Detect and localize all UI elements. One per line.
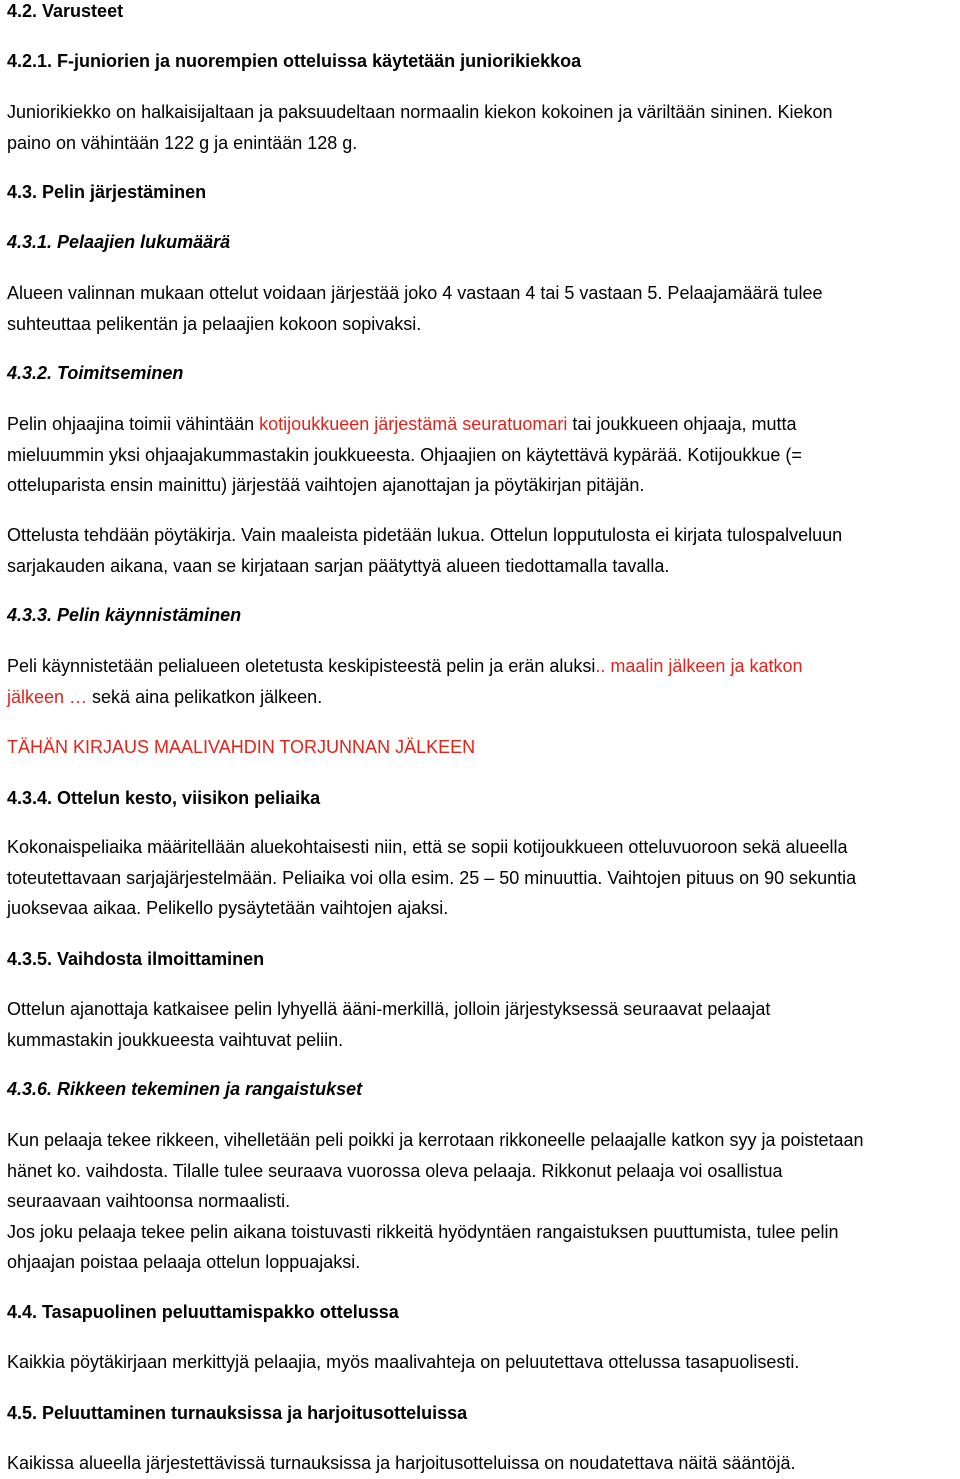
text-line: Ottelun ajanottaja katkaisee pelin lyhyellä ääni-merkillä, jolloin järjestyksessä seuraavat pelaajat [7,999,771,1019]
text-line: hänet ko. vaihdosta. Tilalle tulee seuraava vuorossa oleva pelaaja. Rikkonut pelaaja voi osallistua [7,1160,783,1181]
paragraph-4-3-1 [7,278,823,339]
text-line: Kokonaispeliaika määritellään aluekohtaisesti niin, että se sopii kotijoukkueen otteluvuoroon sekä alueella [7,837,848,857]
text-line [7,409,802,440]
editor-note-text: TÄHÄN KIRJAUS MAALIVAHDIN TORJUNNAN JÄLKEEN [7,737,476,757]
text-line: mieluummin yksi ohjaajakummastakin joukkueesta. Ohjaajien on käytettävä kypärää. Kotijoukkue (= [7,444,802,465]
heading-4-2: 4.2. Varusteet [7,1,124,21]
paragraph-4-3-6 [7,1125,864,1278]
text-line: Ottelusta tehdään pöytäkirja. Vain maaleista pidetään lukua. Ottelun lopputulosta ei kirjata tulospalveluun [7,525,843,545]
text-line: otteluparista ensin mainittu) järjestää vaihtojen ajanottajan ja pöytäkirjan pitäjän. [7,475,645,495]
highlighted-text: kotijoukkueen järjestämä seuratuomari [259,414,568,434]
text-line: seuraavaan vaihtoonsa normaalisti. [7,1191,291,1211]
paragraph-4-2-1 [7,97,833,158]
paragraph-4-5 [7,1448,795,1479]
text-line: Juniorikiekko on halkaisijaltaan ja paksuudeltaan normaalin kiekon kokoinen ja väriltään sininen. Kiekon [7,102,833,122]
paragraph-4-3-2-a [7,409,802,501]
paragraph-4-3-2-b [7,520,842,581]
paragraph-4-3-3 [7,651,803,712]
paragraph-4-3-5 [7,994,770,1055]
text-line: toteutettavaan sarjajärjestelmään. Peliaika voi olla esim. 25 – 50 minuuttia. Vaihtojen pituus on 90 sekuntia [7,867,857,888]
text-line: kummastakin joukkueesta vaihtuvat peliin. [7,1029,344,1050]
heading-4-5: 4.5. Peluuttaminen turnauksissa ja harjoitusotteluissa [7,1403,468,1423]
text-run: sekä aina pelikatkon jälkeen. [92,686,323,707]
highlighted-text: .. maalin jälkeen ja katkon [595,656,803,676]
text-line: sarjakauden aikana, vaan se kirjataan sarjan päätyttyä alueen tiedottamalla tavalla. [7,555,670,576]
text-run: Peli käynnistetään pelialueen oletetusta keskipisteestä pelin ja erän aluksi [7,656,596,676]
heading-4-3-5: 4.3.5. Vaihdosta ilmoittaminen [7,949,265,969]
text-line: Alueen valinnan mukaan ottelut voidaan järjestää joko 4 vastaan 4 tai 5 vastaan 5. Pelaajamäärä tulee [7,283,823,303]
heading-4-4: 4.4. Tasapuolinen peluuttamispakko ottelussa [7,1302,399,1322]
text-line [7,651,803,682]
text-line: paino on vähintään 122 g ja enintään 128 g. [7,132,358,153]
paragraph-4-3-4 [7,832,856,924]
heading-4-3: 4.3. Pelin järjestäminen [7,182,207,202]
text-line [7,682,803,713]
heading-4-3-2: 4.3.2. Toimitseminen [7,363,184,383]
text-line: Kun pelaaja tekee rikkeen, vihelletään peli poikki ja kerrotaan rikkoneelle pelaajalle katkon syy ja poistetaan [7,1130,864,1150]
highlighted-text: jälkeen … [7,686,93,707]
text-line: Kaikissa alueella järjestettävissä turnauksissa ja harjoitusotteluissa on noudatettava näitä sääntöjä. [7,1453,796,1473]
paragraph-4-4 [7,1347,799,1378]
text-run: tai joukkueen ohjaaja, mutta [567,414,797,434]
text-line: suhteuttaa pelikentän ja pelaajien kokoon sopivaksi. [7,313,422,334]
heading-4-3-6: 4.3.6. Rikkeen tekeminen ja rangaistukset [7,1079,363,1099]
text-line: Jos joku pelaaja tekee pelin aikana toistuvasti rikkeitä hyödyntäen rangaistuksen puuttumista, tulee pelin [7,1221,839,1242]
heading-4-2-1: 4.2.1. F-juniorien ja nuorempien otteluissa käytetään juniorikiekkoa [7,51,582,71]
heading-4-3-3: 4.3.3. Pelin käynnistäminen [7,605,242,625]
heading-4-3-4: 4.3.4. Ottelun kesto, viisikon peliaika [7,788,321,808]
text-line: juoksevaa aikaa. Pelikello pysäytetään vaihtojen ajaksi. [7,898,449,918]
heading-4-3-1: 4.3.1. Pelaajien lukumäärä [7,232,231,252]
text-line: ohjaajan poistaa pelaaja ottelun loppuajaksi. [7,1252,361,1272]
text-run: Pelin ohjaajina toimii vähintään [7,414,260,434]
editor-note [7,732,475,763]
text-line: Kaikkia pöytäkirjaan merkittyjä pelaajia, myös maalivahteja on peluutettava ottelussa tasapuolisesti. [7,1352,800,1372]
